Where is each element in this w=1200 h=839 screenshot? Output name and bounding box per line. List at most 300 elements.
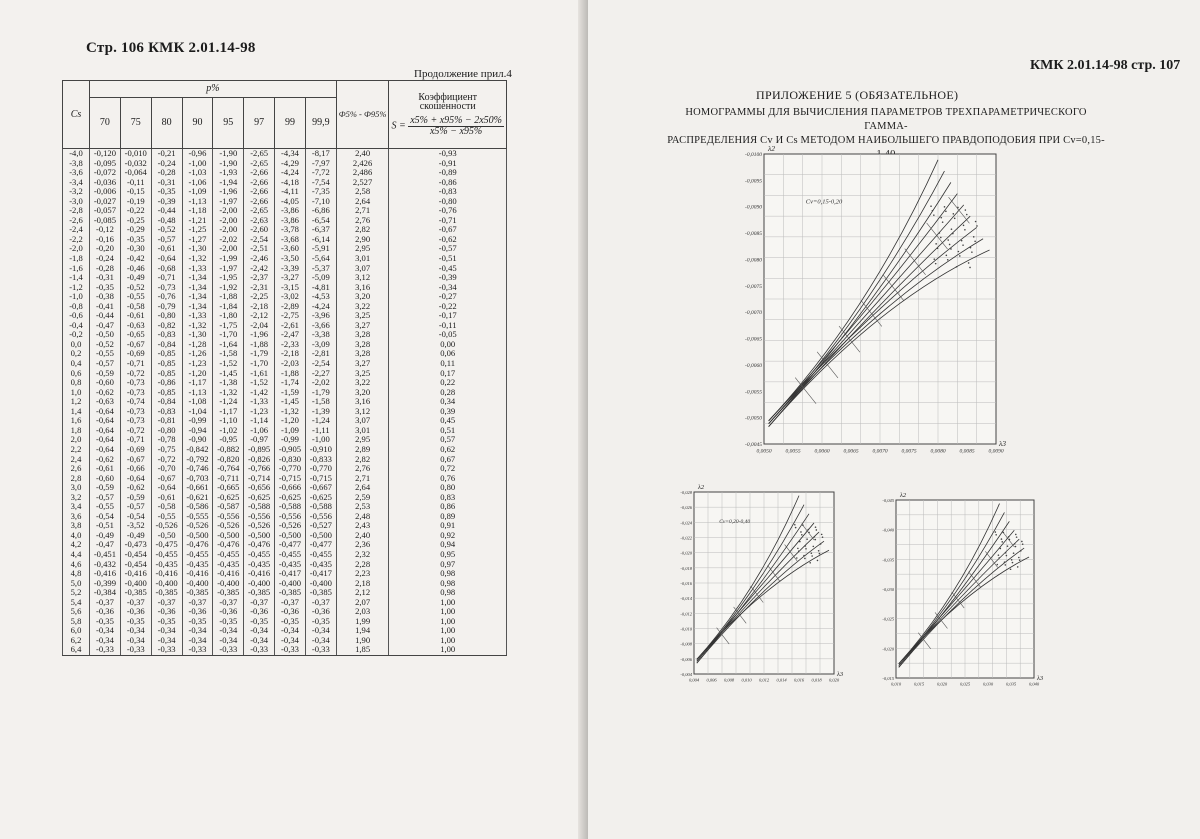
cell-diff: 3,07 <box>336 416 389 426</box>
cell-value: -7,54 <box>305 178 336 188</box>
col-header-p: p% <box>90 81 337 98</box>
cell-diff: 2,28 <box>336 560 389 570</box>
cell-diff: 2,95 <box>336 244 389 254</box>
scatter-dot <box>796 557 798 559</box>
cell-value: -0,715 <box>275 474 306 484</box>
cell-value: -0,33 <box>305 645 336 655</box>
cell-value: -0,38 <box>90 292 121 302</box>
y-tick-label: -0,025 <box>882 616 894 622</box>
cell-value: -0,37 <box>213 598 244 608</box>
scatter-dot <box>956 266 958 268</box>
scatter-dot <box>1014 543 1016 545</box>
cell-value: -3,60 <box>275 244 306 254</box>
y-tick-label: -0,0060 <box>745 362 762 369</box>
cell-value: -0,30 <box>120 244 151 254</box>
cell-value: -0,24 <box>151 159 182 169</box>
cell-value: -0,661 <box>182 483 213 493</box>
cell-value: -1,24 <box>305 416 336 426</box>
cell-cs: 0,6 <box>63 369 90 379</box>
scatter-dot <box>1011 559 1013 561</box>
cell-value: -2,46 <box>244 254 275 264</box>
y-tick-label: -0,0070 <box>745 310 762 317</box>
cell-value: -0,35 <box>120 617 151 627</box>
cell-value: -0,587 <box>213 502 244 512</box>
cell-cs: 5,8 <box>63 617 90 627</box>
cell-value: -1,13 <box>182 388 213 398</box>
scatter-dot <box>954 218 956 220</box>
cell-cs: -3,6 <box>63 168 90 178</box>
cell-value: -0,37 <box>244 598 275 608</box>
scatter-dot <box>800 531 802 533</box>
cell-value: -0,455 <box>151 550 182 560</box>
cell-skew: 1,00 <box>389 645 507 655</box>
col-header-p-1: 75 <box>120 98 151 149</box>
cell-value: -1,21 <box>182 216 213 226</box>
cell-value: -0,61 <box>151 244 182 254</box>
cell-value: -1,03 <box>182 168 213 178</box>
cell-value: -0,61 <box>90 464 121 474</box>
cell-value: -0,85 <box>151 349 182 359</box>
y-tick-label: -0,004 <box>680 672 692 677</box>
cell-cs: 0,4 <box>63 359 90 369</box>
cell-value: -0,432 <box>90 560 121 570</box>
cell-value: -0,21 <box>151 149 182 159</box>
annotation-label: Cv=0,15-0,20 <box>805 198 843 206</box>
cell-value: -1,59 <box>275 388 306 398</box>
cell-value: -0,24 <box>90 254 121 264</box>
cell-value: -1,32 <box>213 388 244 398</box>
cell-diff: 3,28 <box>336 330 389 340</box>
nomogram-title: НОМОГРАММЫ ДЛЯ ВЫЧИСЛЕНИЯ ПАРАМЕТРОВ ТРЕХПАРАМЕТРИЧЕСКОГО ГАММА- РАСПРЕДЕЛЕНИЯ Cv И Cs МЕТОДОМ НАИБОЛЬШЕГО ПРАВДОПОДОБИЯ ПРИ Cv=0,15- <box>667 107 1105 146</box>
cell-value: -0,064 <box>120 168 151 178</box>
y-tick-label: -0,015 <box>882 676 894 681</box>
cell-value: -0,476 <box>244 540 275 550</box>
cell-value: -0,37 <box>305 598 336 608</box>
cell-value: -0,85 <box>151 359 182 369</box>
cell-value: -1,96 <box>213 187 244 197</box>
cell-diff: 2,89 <box>336 445 389 455</box>
cell-skew: 0,34 <box>389 397 507 407</box>
cell-value: -0,51 <box>90 521 121 531</box>
col-header-p-2: 80 <box>151 98 182 149</box>
y-tick-label: -0,0050 <box>745 415 762 422</box>
cell-value: -0,556 <box>244 512 275 522</box>
cell-diff: 2,40 <box>336 531 389 541</box>
cell-value: -0,82 <box>151 321 182 331</box>
cell-value: -1,32 <box>182 254 213 264</box>
cell-value: -0,72 <box>151 455 182 465</box>
page-header-left: Стр. 106 КМК 2.01.14-98 <box>86 40 256 56</box>
cell-value: -0,588 <box>275 502 306 512</box>
cell-value: -0,65 <box>120 330 151 340</box>
cell-skew: 0,98 <box>389 569 507 579</box>
cell-diff: 3,27 <box>336 359 389 369</box>
cell-value: -0,34 <box>120 636 151 646</box>
cell-value: -0,55 <box>90 502 121 512</box>
cell-value: -2,04 <box>244 321 275 331</box>
cell-cs: 5,6 <box>63 607 90 617</box>
cell-value: -0,33 <box>151 645 182 655</box>
cell-value: -0,473 <box>120 540 151 550</box>
cell-value: -1,33 <box>182 311 213 321</box>
x-tick-label: 0,006 <box>706 677 717 683</box>
cell-value: -2,00 <box>213 206 244 216</box>
scatter-dot <box>968 262 970 264</box>
cell-cs: 4,4 <box>63 550 90 560</box>
cell-value: -0,95 <box>213 435 244 445</box>
cell-cs: -2,0 <box>63 244 90 254</box>
scatter-dot <box>798 550 800 552</box>
cell-value: -1,88 <box>275 369 306 379</box>
cell-diff: 3,25 <box>336 369 389 379</box>
cell-value: -0,97 <box>244 435 275 445</box>
cell-skew: 0,94 <box>389 540 507 550</box>
cell-value: -0,385 <box>244 588 275 598</box>
cell-diff: 2,71 <box>336 474 389 484</box>
cell-value: -0,454 <box>120 560 151 570</box>
cell-value: -0,67 <box>120 340 151 350</box>
scatter-dot <box>1000 548 1002 550</box>
cell-diff: 2,95 <box>336 435 389 445</box>
scatter-dot <box>959 255 961 257</box>
x-tick-label: 0,0075 <box>901 448 917 455</box>
scatter-dot <box>1015 534 1017 536</box>
cell-value: -2,37 <box>244 273 275 283</box>
cell-value: -0,34 <box>213 626 244 636</box>
cell-value: -0,35 <box>305 617 336 627</box>
x-tick-label: 0,018 <box>811 677 822 683</box>
cell-value: -0,500 <box>213 531 244 541</box>
cell-value: -1,93 <box>213 168 244 178</box>
cell-value: -0,47 <box>90 540 121 550</box>
x-tick-label: 0,008 <box>723 677 735 683</box>
cell-value: -0,416 <box>213 569 244 579</box>
cell-value: -0,55 <box>120 292 151 302</box>
cell-value: -1,06 <box>182 178 213 188</box>
cell-value: -1,34 <box>182 273 213 283</box>
cell-value: -0,55 <box>90 349 121 359</box>
cell-value: -0,385 <box>120 588 151 598</box>
cell-value: -0,86 <box>151 378 182 388</box>
cell-value: -0,36 <box>305 607 336 617</box>
cell-skew: 0,92 <box>389 531 507 541</box>
cell-value: -5,64 <box>305 254 336 264</box>
x-tick-label: 0,0065 <box>843 448 859 455</box>
scatter-dot <box>820 543 822 545</box>
cell-value: -0,94 <box>182 426 213 436</box>
col-header-diff: Ф5% - Ф95% <box>336 81 389 149</box>
cell-skew: 0,76 <box>389 474 507 484</box>
cell-value: -0,820 <box>213 455 244 465</box>
cell-value: -0,36 <box>182 607 213 617</box>
y-tick-label: -0,026 <box>680 505 692 511</box>
cell-value: -0,52 <box>151 225 182 235</box>
cell-value: -0,556 <box>213 512 244 522</box>
scatter-dot <box>933 214 935 216</box>
scatter-dot <box>947 259 949 261</box>
cell-value: -0,29 <box>120 225 151 235</box>
cell-value: -0,62 <box>120 483 151 493</box>
cell-value: -0,64 <box>90 426 121 436</box>
cell-skew: -0,62 <box>389 235 507 245</box>
cell-value: -1,32 <box>275 407 306 417</box>
cell-value: -0,47 <box>90 321 121 331</box>
cell-skew: 0,51 <box>389 426 507 436</box>
cell-skew: 0,80 <box>389 483 507 493</box>
cell-diff: 2,58 <box>336 187 389 197</box>
cell-skew: 0,86 <box>389 502 507 512</box>
cell-value: -0,625 <box>275 493 306 503</box>
cell-value: -6,86 <box>305 206 336 216</box>
axis-label-y: λ2 <box>900 492 907 499</box>
col-header-p-6: 99 <box>275 98 306 149</box>
x-tick-label: 0,0070 <box>872 448 888 455</box>
scatter-dot <box>1004 564 1006 566</box>
cell-value: -0,625 <box>305 493 336 503</box>
cell-cs: 1,0 <box>63 388 90 398</box>
cell-cs: 1,2 <box>63 397 90 407</box>
scatter-dot <box>951 228 953 230</box>
scatter-dot <box>930 205 932 207</box>
cell-value: -1,97 <box>213 264 244 274</box>
cell-value: -4,34 <box>275 149 306 159</box>
cell-value: -0,35 <box>90 283 121 293</box>
cell-skew: -0,22 <box>389 302 507 312</box>
cell-value: -0,417 <box>305 569 336 579</box>
cell-skew: -0,27 <box>389 292 507 302</box>
axis-label-y: λ2 <box>768 144 775 153</box>
cell-value: -0,072 <box>90 168 121 178</box>
y-tick-label: -0,045 <box>882 498 894 503</box>
cell-value: -1,30 <box>182 330 213 340</box>
cell-value: -0,33 <box>275 645 306 655</box>
cell-value: -0,385 <box>275 588 306 598</box>
cell-value: -0,64 <box>151 254 182 264</box>
cell-value: -0,73 <box>120 416 151 426</box>
cell-value: -0,44 <box>90 311 121 321</box>
scatter-dot <box>794 524 796 526</box>
cell-value: -0,451 <box>90 550 121 560</box>
cell-value: -0,703 <box>182 474 213 484</box>
cell-value: -0,526 <box>244 521 275 531</box>
cell-value: -1,99 <box>213 254 244 264</box>
cell-skew: -0,76 <box>389 206 507 216</box>
cell-skew: 1,00 <box>389 626 507 636</box>
scatter-dot <box>937 248 939 250</box>
y-tick-label: -0,020 <box>680 550 692 556</box>
right-page <box>588 0 1200 839</box>
cell-cs: 4,0 <box>63 531 90 541</box>
cell-value: -2,47 <box>275 330 306 340</box>
cell-value: -0,71 <box>151 273 182 283</box>
cell-diff: 2,40 <box>336 149 389 159</box>
cell-value: -0,63 <box>90 397 121 407</box>
cell-value: -0,746 <box>182 464 213 474</box>
cell-value: -1,23 <box>244 407 275 417</box>
cell-skew: -0,80 <box>389 197 507 207</box>
scatter-dot <box>795 527 797 529</box>
cell-value: -0,833 <box>305 455 336 465</box>
cell-value: -0,84 <box>151 340 182 350</box>
cell-value: -0,57 <box>151 235 182 245</box>
scatter-dot <box>946 255 948 257</box>
scatter-dot <box>961 240 963 242</box>
cell-skew: 0,22 <box>389 378 507 388</box>
cell-value: -0,057 <box>90 206 121 216</box>
cell-value: -5,91 <box>305 244 336 254</box>
cell-value: -0,526 <box>275 521 306 531</box>
cell-value: -7,72 <box>305 168 336 178</box>
cell-value: -0,52 <box>120 283 151 293</box>
x-tick-label: 0,0060 <box>814 448 830 455</box>
cell-value: -2,33 <box>275 340 306 350</box>
cell-value: -1,26 <box>182 349 213 359</box>
cell-value: -0,85 <box>151 369 182 379</box>
cell-value: -2,12 <box>244 311 275 321</box>
cell-cs: 0,8 <box>63 378 90 388</box>
cell-diff: 2,90 <box>336 235 389 245</box>
cell-value: -0,010 <box>120 149 151 159</box>
cell-cs: 2,0 <box>63 435 90 445</box>
cell-value: -1,45 <box>213 369 244 379</box>
cell-cs: 3,8 <box>63 521 90 531</box>
cell-value: -0,621 <box>182 493 213 503</box>
cell-value: -0,385 <box>182 588 213 598</box>
cell-value: -1,61 <box>244 369 275 379</box>
cell-diff: 3,28 <box>336 340 389 350</box>
cell-value: -0,35 <box>182 617 213 627</box>
cell-value: -0,33 <box>182 645 213 655</box>
coefficient-table <box>62 80 507 656</box>
scatter-dot <box>799 541 801 543</box>
scatter-dot <box>998 557 1000 559</box>
cell-diff: 1,94 <box>336 626 389 636</box>
scatter-dot <box>1012 562 1014 564</box>
scatter-dot <box>973 236 975 238</box>
scatter-dot <box>807 529 809 531</box>
cell-skew: -0,91 <box>389 159 507 169</box>
cell-value: -0,085 <box>90 216 121 226</box>
cell-diff: 3,25 <box>336 311 389 321</box>
cell-value: -7,35 <box>305 187 336 197</box>
cell-value: -2,81 <box>305 349 336 359</box>
scatter-dot <box>814 536 816 538</box>
cell-value: -0,37 <box>151 598 182 608</box>
cell-cs: 5,0 <box>63 579 90 589</box>
cell-value: -0,84 <box>151 397 182 407</box>
cell-value: -0,34 <box>305 626 336 636</box>
y-tick-label: -0,016 <box>680 581 692 586</box>
cell-skew: 0,57 <box>389 435 507 445</box>
cell-value: -1,74 <box>275 378 306 388</box>
cell-cs: -2,8 <box>63 206 90 216</box>
scatter-dot <box>806 538 808 540</box>
cell-value: -0,63 <box>120 321 151 331</box>
scatter-dot <box>945 211 947 213</box>
scatter-dot <box>1021 541 1023 543</box>
cell-value: -0,69 <box>120 349 151 359</box>
y-tick-label: -0,0095 <box>745 178 762 185</box>
cell-value: -0,500 <box>182 531 213 541</box>
cell-cs: -4,0 <box>63 149 90 159</box>
scatter-dot <box>1005 552 1007 554</box>
cell-value: -0,41 <box>90 302 121 312</box>
scatter-dot <box>944 206 946 208</box>
nomogram-main <box>734 140 1009 470</box>
cell-value: -3,38 <box>305 330 336 340</box>
cell-value: -0,027 <box>90 197 121 207</box>
col-header-p-3: 90 <box>182 98 213 149</box>
cell-value: -0,28 <box>151 168 182 178</box>
cell-skew: 0,67 <box>389 455 507 465</box>
cell-diff: 3,16 <box>336 397 389 407</box>
cell-value: -0,476 <box>213 540 244 550</box>
col-header-p-5: 97 <box>244 98 275 149</box>
scatter-dot <box>974 240 976 242</box>
cell-value: -1,70 <box>213 330 244 340</box>
scatter-dot <box>935 243 937 245</box>
cell-value: -0,66 <box>120 464 151 474</box>
cell-value: -2,60 <box>244 225 275 235</box>
cell-value: -1,34 <box>182 292 213 302</box>
cell-value: -0,49 <box>120 273 151 283</box>
cell-diff: 2,486 <box>336 168 389 178</box>
cell-value: -2,42 <box>244 264 275 274</box>
cell-value: -0,34 <box>244 626 275 636</box>
cell-skew: -0,34 <box>389 283 507 293</box>
cell-value: -0,73 <box>120 407 151 417</box>
cell-diff: 3,22 <box>336 302 389 312</box>
cell-value: -0,400 <box>213 579 244 589</box>
cell-value: -0,715 <box>305 474 336 484</box>
y-tick-label: -0,008 <box>680 641 692 647</box>
cell-value: -2,02 <box>213 235 244 245</box>
cell-value: -0,882 <box>213 445 244 455</box>
scatter-dot <box>940 217 942 219</box>
cell-value: -0,64 <box>120 474 151 484</box>
cell-cs: 6,4 <box>63 645 90 655</box>
cell-value: -0,400 <box>120 579 151 589</box>
cell-value: -2,02 <box>305 378 336 388</box>
cell-value: -0,385 <box>305 588 336 598</box>
scatter-dot <box>821 534 823 536</box>
cell-value: -4,81 <box>305 283 336 293</box>
cell-value: -0,33 <box>90 645 121 655</box>
cell-value: -2,54 <box>305 359 336 369</box>
cell-value: -0,36 <box>244 607 275 617</box>
cell-cs: -0,6 <box>63 311 90 321</box>
scatter-dot <box>805 548 807 550</box>
scatter-dot <box>1016 536 1018 538</box>
cell-value: -1,90 <box>213 159 244 169</box>
cell-value: -6,54 <box>305 216 336 226</box>
cell-value: -5,09 <box>305 273 336 283</box>
scatter-dot <box>964 229 966 231</box>
x-tick-label: 0,010 <box>890 681 902 687</box>
cell-value: -0,69 <box>120 445 151 455</box>
cell-value: -0,586 <box>182 502 213 512</box>
cell-skew: 0,39 <box>389 407 507 417</box>
cell-value: -1,24 <box>213 397 244 407</box>
x-tick-label: 0,025 <box>959 681 971 687</box>
scatter-dot <box>957 207 959 209</box>
cell-value: -0,766 <box>244 464 275 474</box>
cell-value: -0,385 <box>213 588 244 598</box>
cell-value: -1,06 <box>244 426 275 436</box>
cell-value: -2,31 <box>244 283 275 293</box>
cell-value: -1,08 <box>182 397 213 407</box>
cell-skew: 1,00 <box>389 598 507 608</box>
